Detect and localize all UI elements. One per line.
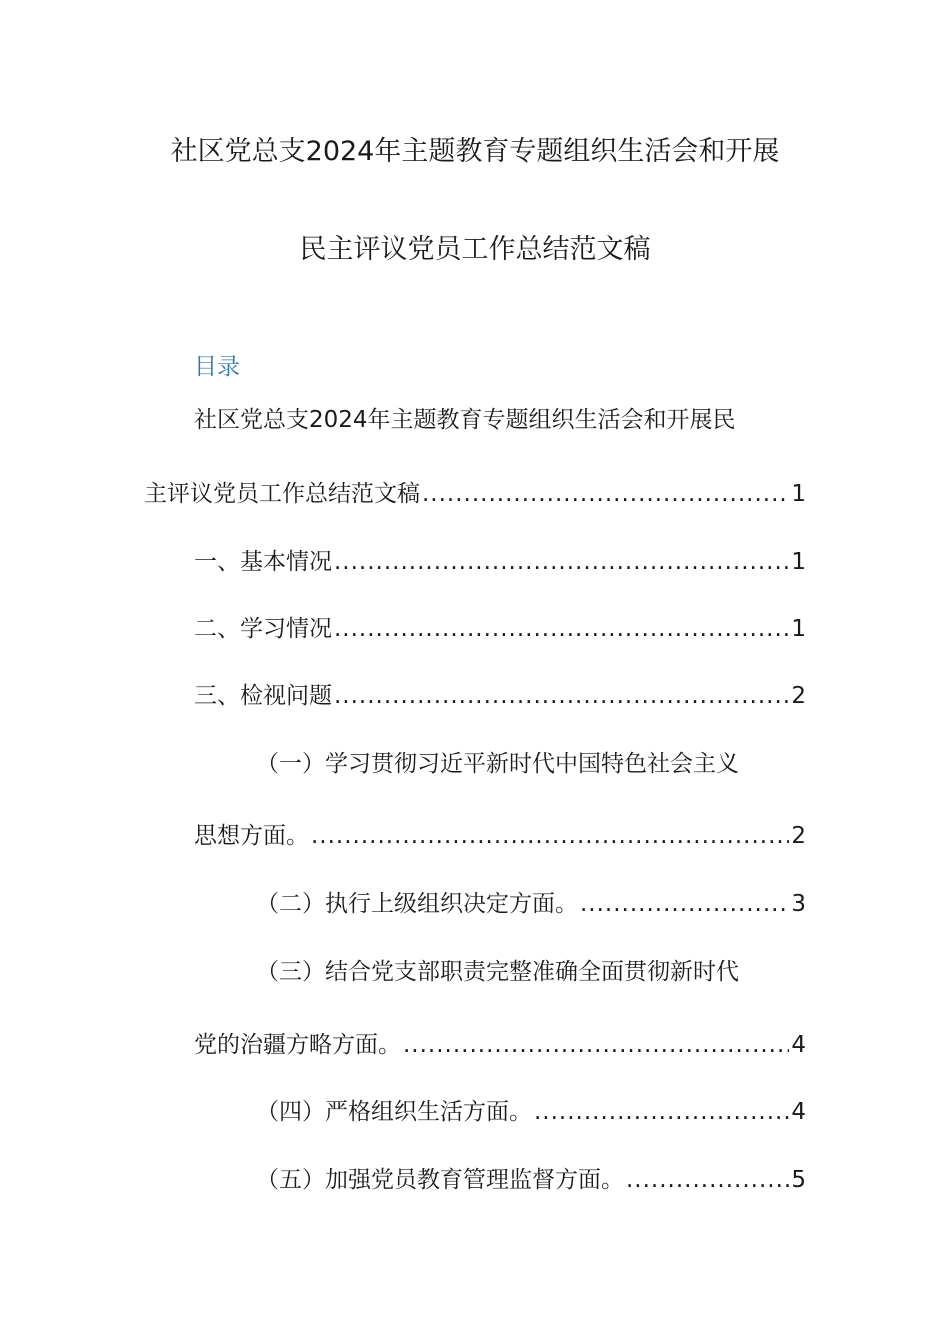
toc-entry-text: 一、基本情况 [194,549,332,575]
toc-page-number: 4 [791,1099,806,1125]
toc-entry-text: 三、检视问题 [194,683,332,709]
toc-entry-text: （二）执行上级组织决定方面。 [256,891,578,917]
toc-entry-0-line-1: 社区党总支2024年主题教育专题组织生活会和开展民 [194,407,736,433]
toc-leader-dots [534,1092,789,1132]
toc-page-number: 2 [791,683,806,709]
toc-entry-7[interactable] [256,1092,806,1132]
toc-page-number: 4 [791,1032,806,1058]
toc-leader-dots [334,676,789,716]
toc-page-number: 2 [791,823,806,849]
toc-leader-dots [334,609,789,649]
toc-leader-dots [580,884,789,924]
toc-entry-3[interactable] [194,676,806,716]
toc-entry-6-line-1: （三）结合党支部职责完整准确全面贯彻新时代 [256,959,739,985]
toc-leader-dots [403,1025,789,1065]
toc-entry-4[interactable] [194,816,806,856]
toc-page-number: 1 [791,481,806,507]
toc-leader-dots [311,816,789,856]
toc-page-number: 1 [791,549,806,575]
toc-leader-dots [626,1160,789,1200]
toc-entry-5[interactable] [256,884,806,924]
toc-page-number: 3 [791,891,806,917]
document-title-line-2: 民主评议党员工作总结范文稿 [299,234,651,265]
toc-entry-4-line-1: （一）学习贯彻习近平新时代中国特色社会主义 [256,751,739,777]
toc-entry-text: 党的治疆方略方面。 [194,1032,401,1058]
document-title-line-1: 社区党总支2024年主题教育专题组织生活会和开展 [170,136,780,167]
toc-entry-1[interactable] [194,542,806,582]
toc-leader-dots [422,474,789,514]
toc-entry-6[interactable] [194,1025,806,1065]
toc-entry-8[interactable] [256,1160,806,1200]
toc-page-number: 1 [791,616,806,642]
toc-page-number: 5 [791,1167,806,1193]
toc-entry-text: 主评议党员工作总结范文稿 [144,481,420,507]
toc-entry-text: （五）加强党员教育管理监督方面。 [256,1167,624,1193]
toc-entry-text: 思想方面。 [194,823,309,849]
toc-leader-dots [334,542,789,582]
toc-heading: 目录 [194,354,240,380]
toc-entry-0[interactable] [144,474,806,514]
toc-entry-text: 二、学习情况 [194,616,332,642]
toc-entry-2[interactable] [194,609,806,649]
toc-entry-text: （四）严格组织生活方面。 [256,1099,532,1125]
